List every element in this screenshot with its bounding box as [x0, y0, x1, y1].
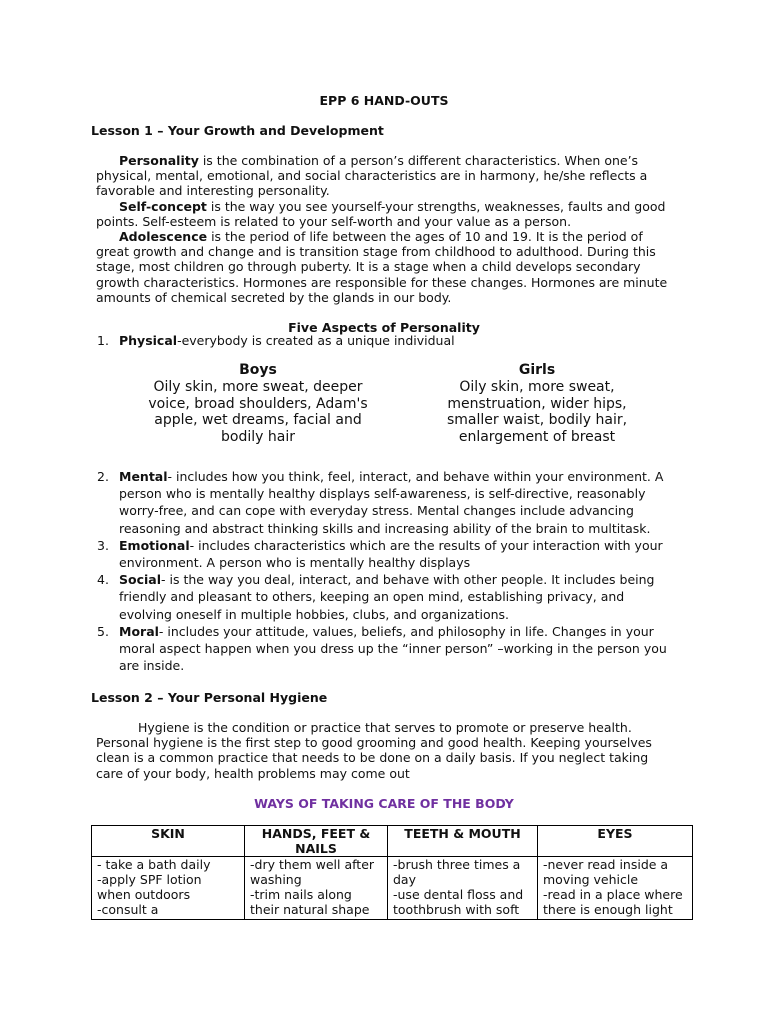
- document-title: EPP 6 HAND-OUTS: [319, 93, 449, 108]
- lesson2-text: Hygiene is the condition or practice that serves to promote or preserve health. Personal hygiene is the first step to good grooming and good health. Keeping yourselves clean is a common practice that needs to be done on a daily basis. If you neglect taking care of your body, health problems may come out: [96, 720, 652, 781]
- boys-column: [143, 362, 373, 446]
- aspect-term: Social: [119, 572, 162, 588]
- aspect-number: 1.: [97, 333, 109, 348]
- selfconcept-text: is the way you see yourself-your strengths, weaknesses, faults and good points. Self-esteem is related to your self-worth and your value as a person.: [96, 198, 666, 229]
- aspect-term: Physical: [119, 333, 178, 348]
- column-header-skin: SKIN: [92, 826, 245, 857]
- selfconcept-paragraph: [96, 199, 678, 229]
- aspect-text: - includes your attitude, values, beliefs, and philosophy in life. Changes in your moral aspect happen when you dress up the “inner person” –working in the person you are inside.: [119, 623, 667, 674]
- lesson2-heading: Lesson 2 – Your Personal Hygiene: [91, 690, 328, 705]
- personality-paragraph: [96, 153, 678, 199]
- table-cell-teeth: -brush three times a day -use dental floss and toothbrush with soft: [388, 857, 538, 920]
- aspect-term: Mental: [119, 469, 168, 484]
- aspect-item-1-list: [91, 332, 681, 349]
- girls-title: Girls: [518, 362, 556, 378]
- adolescence-term: Adolescence: [119, 229, 208, 245]
- boys-text: Oily skin, more sweat, deeper voice, broad shoulders, Adam's apple, wet dreams, facial and bodily hair: [148, 378, 368, 446]
- boys-title: Boys: [239, 362, 277, 378]
- ways-heading: WAYS OF TAKING CARE OF THE BODY: [254, 796, 514, 811]
- table-cell-hands: -dry them well after washing -trim nails along their natural shape: [245, 857, 388, 920]
- aspect-term: Emotional: [119, 537, 190, 553]
- table-cell-skin: - take a bath daily -apply SPF lotion when outdoors -consult a: [92, 857, 245, 920]
- lesson1-body: [96, 153, 678, 305]
- aspects-heading: Five Aspects of Personality: [288, 320, 480, 335]
- aspect-text: - is the way you deal, interact, and behave with other people. It includes being friendly and pleasant to others, keeping an open mind, establishing privacy, and evolving oneself in multiple hobbies, clubs, and organizations.: [119, 572, 655, 622]
- aspect-term: Moral: [119, 623, 159, 639]
- table-row: [92, 857, 693, 920]
- aspect-text: - includes how you think, feel, interact, and behave within your environment. A person who is mentally healthy displays self-awareness, is self-directive, reasonably worry-free, and can cope with everyday stress. Mental changes include advancing reasoning and abstract thinking skills and increasing ability of the brain to multitask.: [119, 469, 664, 536]
- lesson1-heading: Lesson 1 – Your Growth and Development: [91, 123, 384, 138]
- aspect-number: 4.: [97, 572, 109, 588]
- girls-column: [422, 362, 652, 446]
- girls-text: Oily skin, more sweat, menstruation, wider hips, smaller waist, bodily hair, enlargement of breast: [446, 378, 628, 446]
- aspect-list: [91, 468, 681, 674]
- table-header-row: [92, 826, 693, 857]
- selfconcept-term: Self-concept: [119, 198, 207, 214]
- aspect-item: [91, 332, 681, 349]
- aspect-item: [91, 623, 681, 675]
- aspect-number: 2.: [97, 469, 109, 484]
- table-cell-eyes: -never read inside a moving vehicle -read in a place where there is enough light: [538, 857, 693, 920]
- aspect-text: - includes characteristics which are the results of your interaction with your environment. A person who is mentally healthy displays: [119, 537, 663, 571]
- column-header-eyes: EYES: [538, 826, 693, 857]
- body-care-table: [91, 825, 693, 920]
- personality-term: Personality: [119, 153, 199, 168]
- column-header-hands: HANDS, FEET & NAILS: [245, 826, 388, 857]
- personality-text: is the combination of a person’s different characteristics. When one’s physical, mental, emotional, and social characteristics are in harmony, he/she reflects a favorable and interesting personality.: [96, 153, 648, 199]
- aspect-text: -everybody is created as a unique individual: [177, 333, 455, 348]
- column-header-teeth: TEETH & MOUTH: [388, 826, 538, 857]
- aspect-item: [91, 468, 681, 537]
- adolescence-paragraph: [96, 229, 678, 305]
- lesson2-body: [96, 720, 678, 781]
- aspect-number: 3.: [97, 537, 109, 553]
- aspect-number: 5.: [97, 623, 109, 639]
- adolescence-text: is the period of life between the ages of 10 and 19. It is the period of great growth and change and is transition stage from childhood to adulthood. During this stage, most children go through puberty. It is a stage when a child develops secondary growth characteristics. Hormones are responsible for these changes. Hormones are minute amounts of chemical secreted by the glands in our body.: [96, 229, 668, 305]
- aspect-item: [91, 537, 681, 571]
- aspect-item: [91, 571, 681, 623]
